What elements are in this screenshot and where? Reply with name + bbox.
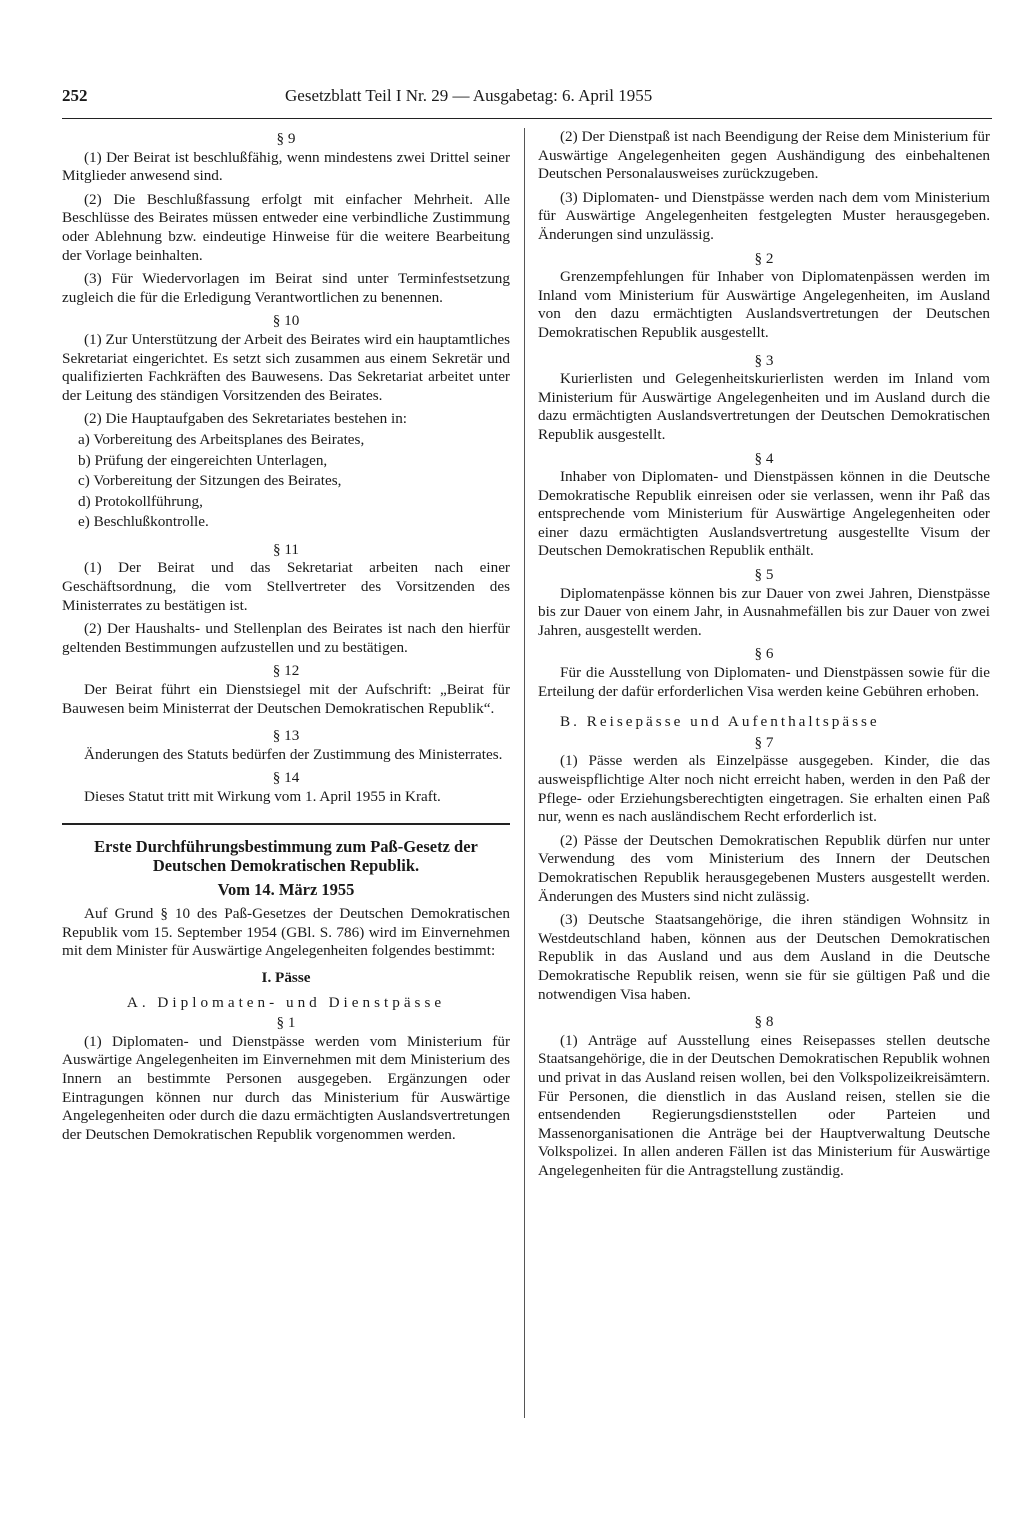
paragraph: (1) Pässe werden als Einzelpässe ausgegeben. Kinder, die das ausweispflichtige Alter noch nicht erreicht haben, werden in den Paß der Pflege- oder Erziehungsberechtigten eingetragen. Sie erhalten einen Paß nur, wenn es nach ausländischem Recht erforderlich ist. [538,752,990,826]
paragraph: Für die Ausstellung von Diplomaten- und Dienstpässen sowie für die Erteilung der dafür erforderlichen Visa werden keine Gebühren erhoben. [538,664,990,700]
section-heading: § 4 [754,449,774,467]
paragraph: (2) Die Hauptaufgaben des Sekretariates bestehen in: [84,410,408,428]
paragraph: (1) Anträge auf Ausstellung eines Reisepasses stellen deutsche Staatsangehörige, die in der Deutschen Demokratischen Republik wohnen und privat in das Ausland reisen wollen, bei den Volkspolizeikreisämtern. Für Personen, die dienstlich in das Ausland reisen, stellen sie die entsendenden Regierungsdienststellen oder Parteien und Massenorganisationen die Anträge bei der Hauptverwaltung Deutsche Volkspolizei. In allen anderen Fällen ist das Ministerium für Auswärtige Angelegenheiten für die Antragstellung zuständig. [538,1031,990,1179]
section-heading: § 2 [754,249,774,267]
paragraph: (1) Zur Unterstützung der Arbeit des Beirates wird ein hauptamtliches Sekretariat eingerichtet. Es setzt sich zusammen aus einem Sekretär und qualifizierten Fachkräften des Bauwesens. Das Sekretariat arbeitet unter der Leitung des ständigen Vorsitzenden des Beirates. [62,330,510,404]
list-item: e) Beschlußkontrolle. [78,513,209,531]
paragraph: Diplomatenpässe können bis zur Dauer von zwei Jahren, Dienstpässe bis zur Dauer von einem Jahr, in Ausnahmefällen bis zur Dauer von zwei Jahren, ausgestellt werden. [538,584,990,639]
section-heading: § 7 [754,733,774,751]
preamble: Auf Grund § 10 des Paß-Gesetzes der Deutschen Demokratischen Republik vom 15. September 1954 (GBl. S. 786) wird im Einvernehmen mit dem Minister für Auswärtige Angelegenheiten folgendes bestimmt: [62,905,510,960]
section-heading: § 6 [754,645,774,663]
running-title: Gesetzblatt Teil I Nr. 29 — Ausgabetag: 6. April 1955 [285,86,653,105]
paragraph: (3) Diplomaten- und Dienstpässe werden nach dem vom Ministerium für Auswärtige Angelegenheiten festgelegten Muster herausgegeben. Änderungen sind unzulässig. [538,188,990,243]
section-heading: § 1 [276,1014,296,1032]
list-item: b) Prüfung der eingereichten Unterlagen, [78,451,328,469]
paragraph: (1) Diplomaten- und Dienstpässe werden vom Ministerium für Auswärtige Angelegenheiten im Einvernehmen mit dem Ministerium des Innern an bestimmte Personen ausgegeben. Ergänzungen oder Eintragungen können nur durch das Ministerium für Auswärtige Angelegenheiten oder durch die dazu ermächtigten Auslandsvertretungen der Deutschen Demokratischen Republik vorgenommen werden. [62,1032,510,1143]
paragraph: Grenzempfehlungen für Inhaber von Diplomatenpässen werden im Inland vom Ministerium für Auswärtige Angelegenheiten, im Ausland von den dazu ermächtigten Auslandsvertretungen der Deutschen Demokratischen Republik ausgestellt. [538,268,990,341]
left-column [62,128,510,1144]
paragraph: (3) Deutsche Staatsangehörige, die ihren ständigen Wohnsitz in Westdeutschland haben, können aus der Deutschen Demokratischen Republik in das Ausland und aus dem Ausland in die Deutsche Demokratische Republik reisen, wenn sie für sie gültigen Paß und die notwendigen Visa haben. [538,911,990,1003]
paragraph: (2) Der Haushalts- und Stellenplan des Beirates ist nach den hierfür geltenden Bestimmungen aufzustellen und zu bestätigen. [62,620,510,656]
list-item: d) Protokollführung, [78,492,203,510]
section-heading: § 12 [272,662,300,680]
section-heading: § 10 [272,312,300,330]
paragraph: (3) Für Wiedervorlagen im Beirat sind unter Terminfestsetzung zugleich die für die Erledigung Verantwortlichen zu benennen. [62,270,510,306]
header-rule [62,118,992,119]
right-column [538,128,990,1180]
list-item: a) Vorbereitung des Arbeitsplanes des Beirates, [78,430,365,448]
decree-title: Erste Durchführungsbestimmung zum Paß-Gesetz der Deutschen Demokratischen Republik. [94,836,478,875]
section-heading: § 5 [754,566,774,584]
block-rule [62,823,510,825]
list-item: c) Vorbereitung der Sitzungen des Beirates, [78,472,342,490]
paragraph: (1) Der Beirat und das Sekretariat arbeiten nach einer Geschäftsordnung, die vom Stellvertreter des Vorsitzenden des Ministerrates zu bestätigen ist. [62,559,510,614]
paragraph: (2) Pässe der Deutschen Demokratischen Republik dürfen nur unter Verwendung des vom Ministerium des Innern der Deutschen Demokratischen Republik herausgegebenen Musters ausgestellt werden. Änderungen des Musters sind nicht zulässig. [538,831,990,905]
paragraph: (1) Der Beirat ist beschlußfähig, wenn mindestens zwei Drittel seiner Mitglieder anwesend sind. [62,148,510,185]
section-heading: § 13 [272,727,300,745]
part-heading: I. Pässe [261,968,311,986]
paragraph: Dieses Statut tritt mit Wirkung vom 1. April 1955 in Kraft. [84,788,441,805]
section-heading: § 3 [754,351,774,369]
subsection-heading: A. Diplomaten- und Dienstpässe [126,993,446,1011]
paragraph: (2) Der Dienstpaß ist nach Beendigung der Reise dem Ministerium für Auswärtige Angelegenheiten gegen Aushändigung des einbehaltenen Deutschen Personalausweises zurückzugeben. [538,128,990,183]
decree-date: Vom 14. März 1955 [217,879,355,899]
section-heading: § 8 [754,1013,774,1031]
paragraph: Kurierlisten und Gelegenheitskurierlisten werden im Inland vom Ministerium für Auswärtige Angelegenheiten und im Ausland durch die dazu ermächtigten Auslandsvertretungen der Deutschen Demokratischen Republik ausgestellt. [538,370,990,443]
section-heading: § 11 [272,540,299,558]
section-heading: § 14 [272,769,300,787]
paragraph: Änderungen des Statuts bedürfen der Zustimmung des Ministerrates. [84,745,503,763]
page-number: 252 [62,86,88,105]
subsection-heading: B. Reisepässe und Aufenthaltspässe [560,713,880,731]
column-divider [524,128,525,1418]
paragraph: Der Beirat führt ein Dienstsiegel mit der Aufschrift: „Beirat für Bauwesen beim Ministerrat der Deutschen Demokratischen Republik“. [62,681,510,717]
paragraph: Inhaber von Diplomaten- und Dienstpässen können in die Deutsche Demokratische Republik einreisen oder sie verlassen, wenn ihr Paß das entsprechende vom Ministerium für Auswärtige Angelegenheiten oder einer dazu ermächtigten Auslandsvertretung ausgestellte Visum der Deutschen Demokratischen Republik enthält. [538,468,990,560]
section-heading: § 9 [276,130,296,147]
paragraph: (2) Die Beschlußfassung erfolgt mit einfacher Mehrheit. Alle Beschlüsse des Beirates müssen entweder eine verbindliche Zustimmung oder Ablehnung bzw. eindeutige Hinweise für die weitere Bearbeitung der Vorlage beinhalten. [62,190,510,264]
